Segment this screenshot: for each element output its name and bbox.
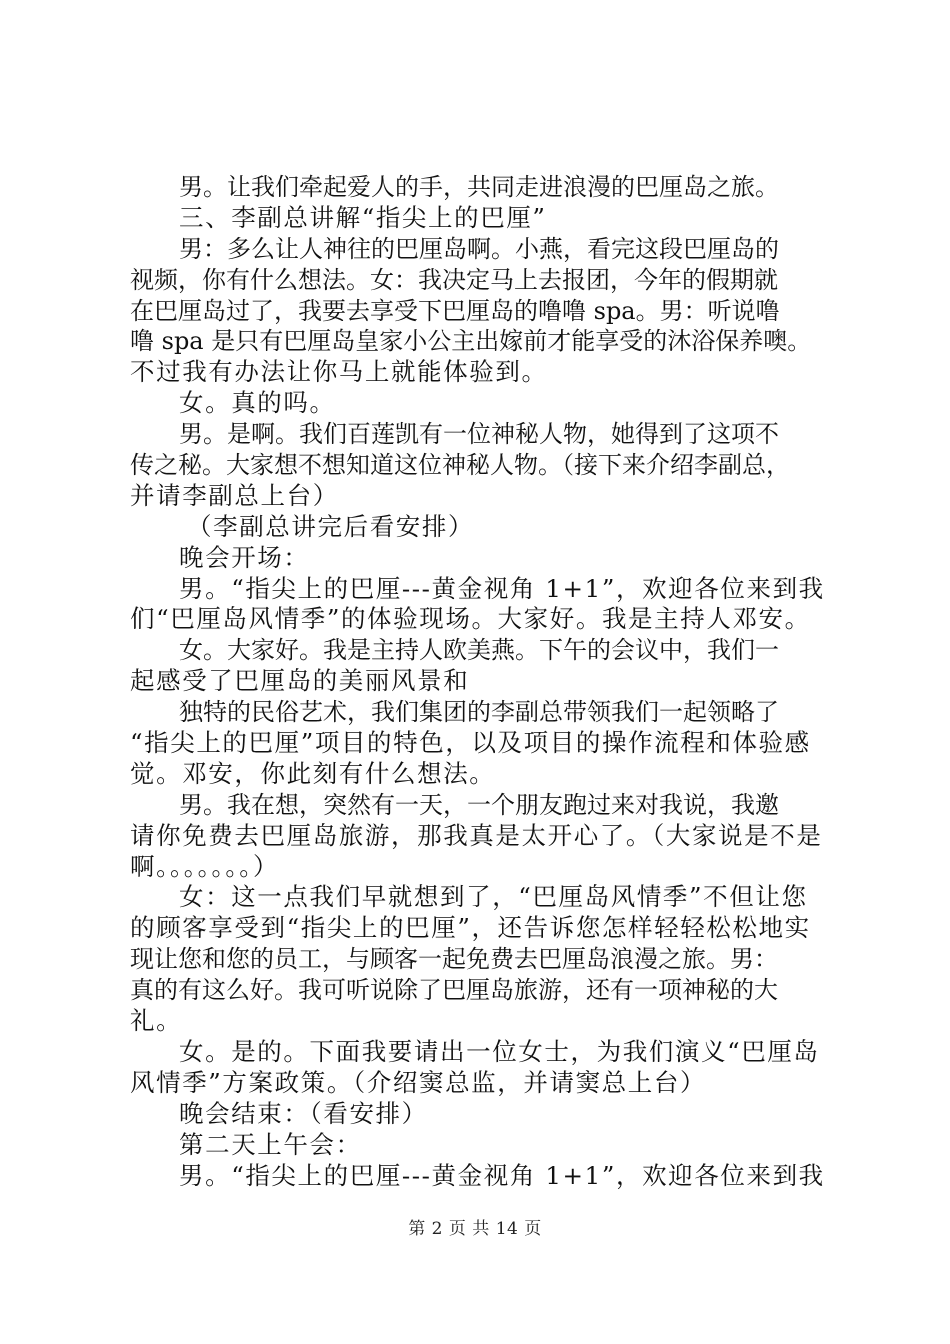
- text-line: （李副总讲完后看安排）: [187, 511, 475, 541]
- text-line: 视频，你有什么想法。女：我决定马上去报团，今年的假期就: [130, 265, 778, 294]
- text-line: 女。是的。下面我要请出一位女士，为我们演义“巴厘岛: [179, 1036, 820, 1066]
- text-line: 们“巴厘岛风情季”的体验现场。大家好。我是主持人邓安。: [130, 604, 811, 634]
- text-line: 男。让我们牵起爱人的手，共同走进浪漫的巴厘岛之旅。: [179, 173, 779, 201]
- text-line: “指尖上的巴厘”项目的特色，以及项目的操作流程和体验感: [130, 728, 811, 758]
- text-line: 觉。邓安，你此刻有什么想法。: [130, 758, 496, 788]
- text-line: 并请李副总上台）: [130, 480, 339, 510]
- text-line: 的顾客享受到“指尖上的巴厘”，还告诉您怎样轻轻松松地实: [130, 913, 811, 943]
- text-line: 噜 spa 是只有巴厘岛皇家小公主出嫁前才能享受的沐浴保养噢。: [130, 327, 812, 356]
- text-line: 晚会开场：: [179, 542, 310, 572]
- text-line: 第二天上午会：: [179, 1129, 362, 1159]
- text-line: 女。真的吗。: [179, 388, 336, 418]
- text-line: 晚会结束：（看安排）: [179, 1098, 428, 1128]
- text-line: 男。“指尖上的巴厘---黄金视角 1+1”，欢迎各位来到我: [179, 1160, 825, 1190]
- text-line: 现让您和您的员工，与顾客一起免费去巴厘岛浪漫之旅。男：: [130, 945, 778, 974]
- text-line: 女：这一点我们早就想到了，“巴厘岛风情季”不但让您: [179, 882, 808, 912]
- page-footer: 第 2 页 共 14 页: [408, 1219, 542, 1239]
- text-line: 不过我有办法让你马上就能体验到。: [130, 357, 548, 387]
- text-line: 独特的民俗艺术，我们集团的李副总带领我们一起领略了: [179, 698, 779, 727]
- text-line: 风情季”方案政策。（介绍窦总监，并请窦总上台）: [130, 1067, 707, 1097]
- text-line: 传之秘。大家想不想知道这位神秘人物。（接下来介绍李副总，: [130, 451, 790, 480]
- text-line: 三、李副总讲解“指尖上的巴厘”: [179, 202, 547, 232]
- text-line: 男。“指尖上的巴厘---黄金视角 1+1”，欢迎各位来到我: [179, 573, 825, 603]
- text-line: 在巴厘岛过了，我要去享受下巴厘岛的噜噜 spa。男：听说噜: [130, 296, 780, 325]
- text-line: 男。是啊。我们百莲凯有一位神秘人物，她得到了这项不: [179, 420, 779, 449]
- text-line: 男：多么让人神往的巴厘岛啊。小燕，看完这段巴厘岛的: [179, 234, 779, 263]
- text-line: 女。大家好。我是主持人欧美燕。下午的会议中，我们一: [179, 636, 779, 665]
- text-line: 男。我在想，突然有一天，一个朋友跑过来对我说，我邀: [179, 790, 779, 819]
- text-line: 真的有这么好。我可听说除了巴厘岛旅游，还有一项神秘的大: [130, 976, 778, 1005]
- document-body: [130, 172, 830, 1191]
- text-line: 礼。: [130, 1006, 183, 1036]
- text-line: 啊。。。。。。。）: [130, 851, 280, 881]
- text-line: 请你免费去巴厘岛旅游，那我真是太开心了。（大家说是不是: [130, 820, 823, 850]
- text-line: 起感受了巴厘岛的美丽风景和: [130, 666, 470, 696]
